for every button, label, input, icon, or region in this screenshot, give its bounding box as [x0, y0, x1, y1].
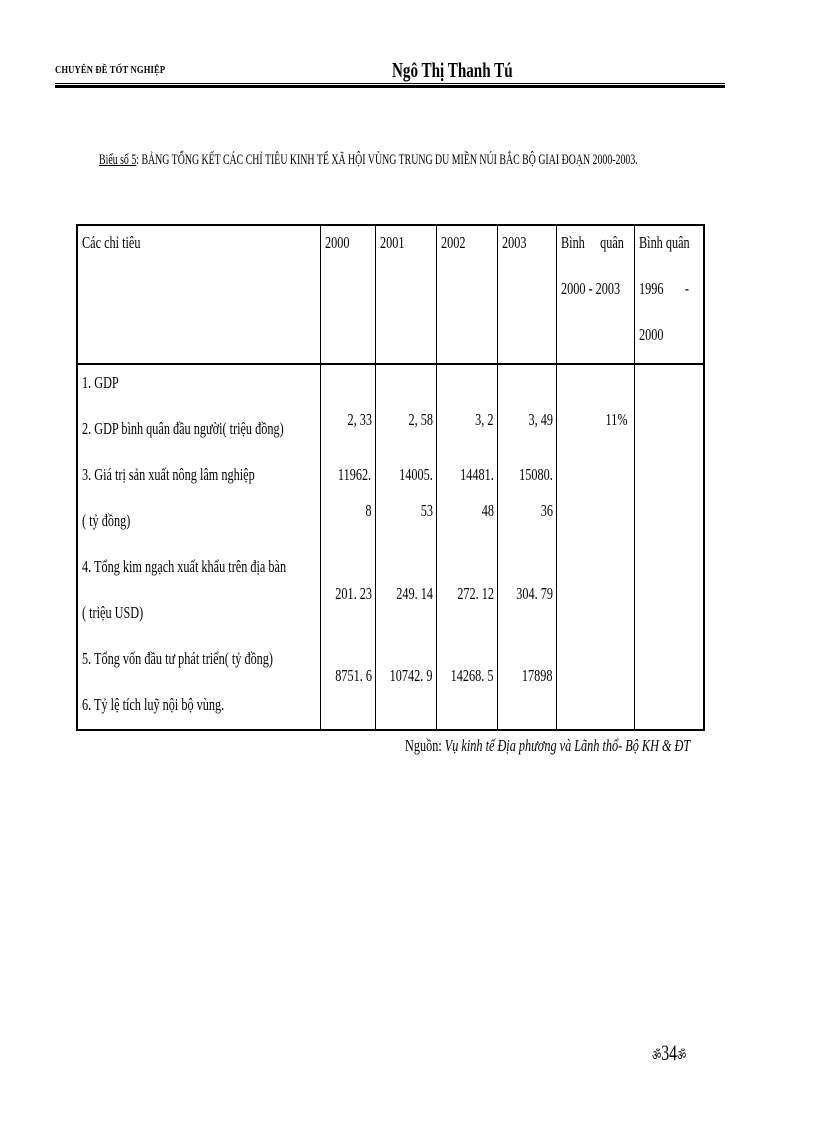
value-cell: 14481.: [459, 465, 494, 484]
page-number-value: 34: [661, 1040, 678, 1065]
value-cell: 48: [481, 501, 494, 520]
indicator-gdp: 1. GDP: [82, 373, 119, 392]
header-cell-2002: 2002: [436, 225, 497, 364]
value-cell: 8: [365, 501, 372, 520]
value-cell: 304. 79: [515, 584, 553, 603]
indicator-export-unit: ( triệu USD): [82, 603, 144, 622]
indicator-gdp-per-capita: 2. GDP bình quân đầu người( triệu đồng): [82, 419, 284, 438]
header-cell-2003: 2003: [497, 225, 556, 364]
value-cell: 249. 14: [395, 584, 433, 603]
value-cell: 3, 49: [528, 410, 553, 429]
source-text: Vụ kinh tế Địa phương và Lãnh thổ- Bộ KH & ĐT: [444, 736, 691, 755]
value-cell: 2, 58: [408, 410, 433, 429]
value-cell: 201. 23: [334, 584, 372, 603]
header-rule: [55, 83, 725, 84]
table-body-row: [77, 364, 704, 730]
ornament-left-icon: ॐ: [652, 1049, 662, 1064]
page-number: [652, 1040, 686, 1066]
value-cell: 17898: [521, 666, 553, 685]
header-cell-2001: 2001: [375, 225, 436, 364]
values-2002: [436, 364, 497, 730]
values-2000: [320, 364, 375, 730]
header-cell-2000: 2000: [320, 225, 375, 364]
values-avg-1996-2000: [634, 364, 704, 730]
header-cell-avg-2000-2003: Bình quân 2000 - 2003: [556, 225, 634, 364]
table-header-row: [77, 225, 704, 364]
value-cell: 3, 2: [475, 410, 494, 429]
indicator-investment: 5. Tổng vốn đầu tư phát triển( tỷ đồng): [82, 649, 274, 668]
indicator-agri-output: 3. Giá trị sản xuất nông lâm nghiệp: [82, 465, 255, 484]
ornament-right-icon: ॐ: [677, 1049, 687, 1064]
source-note: Nguồn: Vụ kinh tế Địa phương và Lãnh thổ- Bộ KH & ĐT: [405, 736, 691, 755]
value-cell: 36: [540, 501, 553, 520]
header-author: Ngô Thị Thanh Tú: [392, 58, 513, 82]
value-cell: 11%: [605, 410, 628, 429]
values-2001: [375, 364, 436, 730]
value-cell: 15080.: [518, 465, 553, 484]
table-caption: [99, 152, 638, 169]
values-avg-2000-2003: [556, 364, 634, 730]
indicator-agri-output-unit: ( tỷ đồng): [82, 511, 131, 530]
caption-title: : BẢNG TỔNG KẾT CÁC CHỈ TIÊU KINH TẾ XÃ HỘI VÙNG TRUNG DU MIỀN NÚI BẮC BỘ GIAI ĐOẠN 2000-2003.: [136, 152, 638, 168]
value-cell: 14268. 5: [450, 666, 494, 685]
value-cell: 8751. 6: [334, 666, 372, 685]
values-2003: [497, 364, 556, 730]
value-cell: 10742. 9: [389, 666, 433, 685]
value-cell: 53: [420, 501, 433, 520]
indicator-export: 4. Tổng kim ngạch xuất khẩu trên địa bàn: [82, 557, 287, 576]
indicators-column: [77, 364, 320, 730]
header-cell-indicators: Các chỉ tiêu: [77, 225, 320, 364]
header-cell-avg-1996-2000: Bình quân 1996 - 2000: [634, 225, 704, 364]
value-cell: 14005.: [398, 465, 433, 484]
value-cell: 272. 12: [456, 584, 494, 603]
value-cell: 11962.: [338, 465, 372, 484]
caption-label: Biểu số 5: [99, 152, 137, 168]
header-rule-thick: [55, 85, 725, 88]
indicator-accumulation: 6. Tỷ lệ tích luỹ nội bộ vùng.: [82, 695, 225, 714]
header-document-type: CHUYÊN ĐỀ TỐT NGHIỆP: [55, 64, 166, 76]
value-cell: 2, 33: [347, 410, 372, 429]
indicators-table: [76, 224, 705, 731]
